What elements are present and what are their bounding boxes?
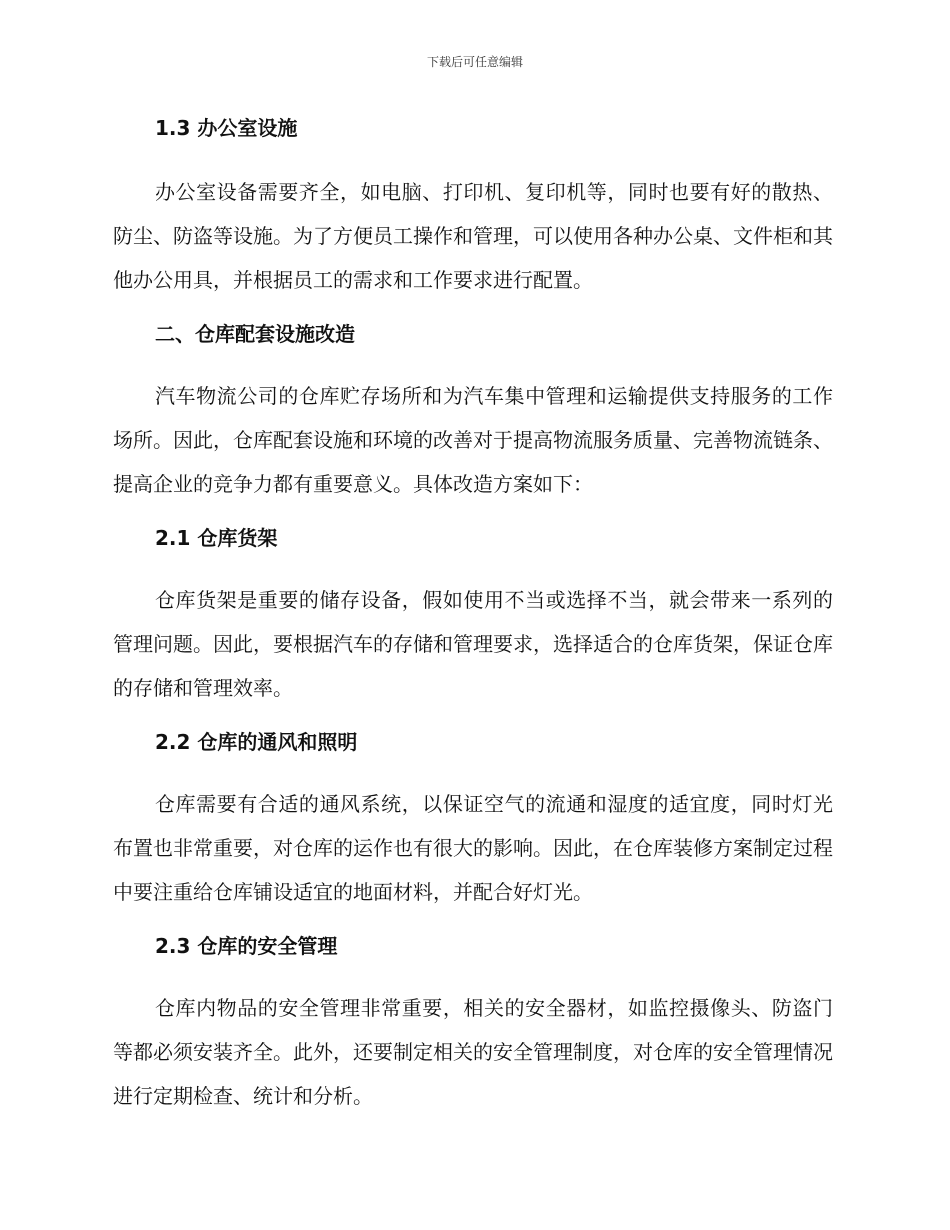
section-heading: 2.2 仓库的通风和照明: [155, 730, 358, 754]
section-heading: 二、仓库配套设施改造: [155, 322, 355, 346]
section-heading: 1.3 办公室设施: [155, 116, 298, 140]
section-paragraph: 汽车物流公司的仓库贮存场所和为汽车集中管理和运输提供支持服务的工作场所。因此，仓库配套设施和环境的改善对于提高物流服务质量、完善物流链条、提高企业的竞争力都有重要意义。具体改造方案如下：: [113, 384, 833, 496]
section-paragraph: 办公室设备需要齐全，如电脑、打印机、复印机等，同时也要有好的散热、防尘、防盗等设施。为了方便员工操作和管理，可以使用各种办公桌、文件柜和其他办公用具，并根据员工的需求和工作要求进行配置。: [113, 180, 833, 292]
section-heading: 2.3 仓库的安全管理: [155, 934, 338, 958]
document-body: [113, 110, 833, 1118]
page-header: 下载后可任意编辑: [426, 55, 523, 69]
section-paragraph: 仓库货架是重要的储存设备，假如使用不当或选择不当，就会带来一系列的管理问题。因此，要根据汽车的存储和管理要求，选择适合的仓库货架，保证仓库的存储和管理效率。: [113, 588, 833, 700]
section-heading: 2.1 仓库货架: [155, 526, 278, 550]
section-paragraph: 仓库需要有合适的通风系统，以保证空气的流通和湿度的适宜度，同时灯光布置也非常重要，对仓库的运作也有很大的影响。因此，在仓库装修方案制定过程中要注重给仓库铺设适宜的地面材料，并配合好灯光。: [113, 792, 833, 904]
section-paragraph: 仓库内物品的安全管理非常重要，相关的安全器材，如监控摄像头、防盗门等都必须安装齐全。此外，还要制定相关的安全管理制度，对仓库的安全管理情况进行定期检查、统计和分析。: [113, 996, 833, 1108]
